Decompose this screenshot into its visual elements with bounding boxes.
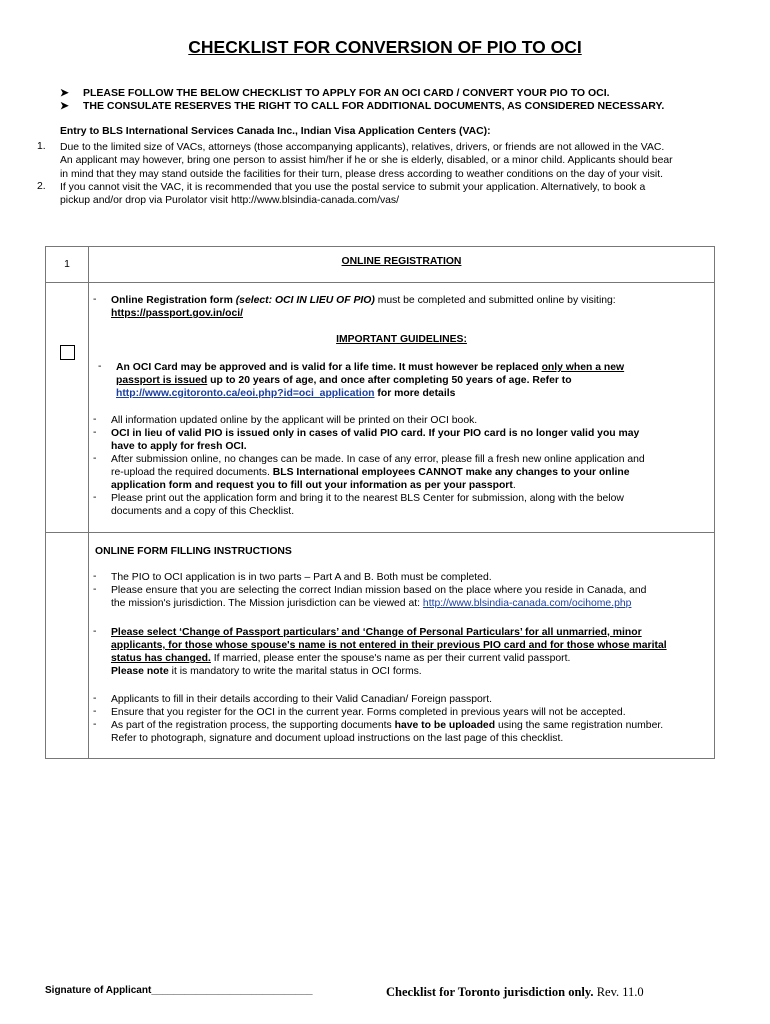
instruction-line: Refer to photograph, signature and document upload instructions on the last page of this checklist.	[111, 733, 564, 744]
dash-bullet: -	[93, 706, 97, 717]
guideline-line: OCI in lieu of valid PIO is issued only in cases of valid PIO card. If your PIO card is no longer valid you may	[111, 428, 640, 439]
guideline-line: have to apply for fresh OCI.	[111, 441, 247, 452]
guideline-line: re-upload the required documents. BLS International employees CANNOT make any changes to your online	[111, 467, 630, 478]
instruction-line: The PIO to OCI application is in two parts – Part A and B. Both must be completed.	[111, 572, 492, 583]
registration-url[interactable]: https://passport.gov.in/oci/	[111, 308, 244, 319]
dash-bullet: -	[93, 492, 97, 503]
instruction-line: Please note it is mandatory to write the marital status in OCI forms.	[111, 666, 422, 677]
arrow-bullet-icon: ➤	[60, 87, 69, 99]
notice-line: ➤ THE CONSULATE RESERVES THE RIGHT TO CALL FOR ADDITIONAL DOCUMENTS, AS CONSIDERED NECESSARY.	[60, 100, 665, 112]
dash-bullet: -	[93, 719, 97, 730]
checklist-checkbox[interactable]	[60, 345, 75, 360]
dash-bullet: -	[93, 427, 97, 438]
dash-bullet: -	[93, 453, 97, 464]
list-number: 2.	[37, 181, 46, 192]
instruction-line: Please ensure that you are selecting the correct Indian mission based on the place where you reside in Canada, and	[111, 585, 647, 596]
signature-field: Signature of Applicant_____________________________	[45, 985, 313, 996]
revision-label: Rev. 11.0	[596, 985, 644, 999]
bls-ocihome-link[interactable]: http://www.blsindia-canada.com/ocihome.php	[422, 598, 632, 609]
entry-item-1: Due to the limited size of VACs, attorneys (those accompanying applicants), relatives, drivers, or friends are not allowed in the VAC. An applicant may however, bring one person to assist him/her if he or she is elderly, disabled, or a minor child. Applicants should bear in mind that they may stand outside the facilities for their turn, please dress according to weather conditions on the day of your visit.	[60, 142, 673, 180]
guidelines-heading: IMPORTANT GUIDELINES:	[336, 334, 467, 345]
dash-bullet: -	[93, 414, 97, 425]
guideline-line: After submission online, no changes can be made. In case of any error, please fill a fresh new online application and	[111, 454, 645, 465]
notice-line: ➤ PLEASE FOLLOW THE BELOW CHECKLIST TO APPLY FOR AN OCI CARD / CONVERT YOUR PIO TO OCI.	[60, 87, 610, 99]
instruction-line: Applicants to fill in their details according to their Valid Canadian/ Foreign passport.	[111, 694, 493, 705]
dash-bullet: -	[93, 626, 97, 637]
instruction-line: As part of the registration process, the supporting documents have to be uploaded using the same registration number.	[111, 720, 664, 731]
arrow-bullet-icon: ➤	[60, 100, 69, 112]
cgi-toronto-link[interactable]: http://www.cgitoronto.ca/eoi.php?id=oci_application	[116, 388, 375, 399]
entry-heading: Entry to BLS International Services Canada Inc., Indian Visa Application Centers (VAC):	[60, 126, 491, 137]
guideline-line: documents and a copy of this Checklist.	[111, 506, 295, 517]
instruction-line: status has changed. If married, please enter the spouse's name as per their current valid passport.	[111, 653, 571, 664]
instruction-line: applicants, for those whose spouse's name is not entered in their previous PIO card and for those whose marital	[111, 640, 667, 651]
list-number: 1.	[37, 141, 46, 152]
guideline-line: http://www.cgitoronto.ca/eoi.php?id=oci_application for more details	[116, 388, 456, 399]
guideline-line: An OCI Card may be approved and is valid for a life time. It must however be replaced only when a new	[116, 362, 625, 373]
guideline-line: passport is issued up to 20 years of age, and once after completing 50 years of age. Refer to	[116, 375, 572, 386]
dash-bullet: -	[98, 361, 102, 372]
dash-bullet: -	[93, 693, 97, 704]
signature-line[interactable]: _____________________________	[151, 985, 313, 996]
page-title: CHECKLIST FOR CONVERSION OF PIO TO OCI	[188, 37, 582, 57]
registration-instruction: Online Registration form (select: OCI IN LIEU OF PIO) must be completed and submitted online by visiting:	[111, 295, 616, 306]
dash-bullet: -	[93, 571, 97, 582]
footer-jurisdiction: Checklist for Toronto jurisdiction only. Rev. 11.0	[386, 985, 644, 999]
guideline-line: All information updated online by the applicant will be printed on their OCI book.	[111, 415, 478, 426]
section-heading: ONLINE FORM FILLING INSTRUCTIONS	[95, 546, 292, 557]
instruction-line: the mission's jurisdiction. The Mission jurisdiction can be viewed at: http://www.blsindia-canada.com/ocihome.php	[111, 598, 632, 609]
section-heading: ONLINE REGISTRATION	[341, 256, 462, 267]
guideline-line: application form and request you to fill out your information as per your passport.	[111, 480, 516, 491]
dash-bullet: -	[93, 294, 97, 305]
entry-item-2: If you cannot visit the VAC, it is recommended that you use the postal service to submit your application. Alternatively, to book a pickup and/or drop via Purolator visit http://www.blsindia-canada.com/vas/	[60, 182, 646, 207]
item-number: 1	[46, 247, 89, 283]
dash-bullet: -	[93, 584, 97, 595]
instruction-line: Ensure that you register for the OCI in the current year. Forms completed in previous years will not be accepted.	[111, 707, 626, 718]
guideline-line: Please print out the application form and bring it to the nearest BLS Center for submission, along with the below	[111, 493, 624, 504]
instruction-line: Please select ‘Change of Passport particulars’ and ‘Change of Personal Particulars’ for all unmarried, minor	[111, 627, 642, 638]
